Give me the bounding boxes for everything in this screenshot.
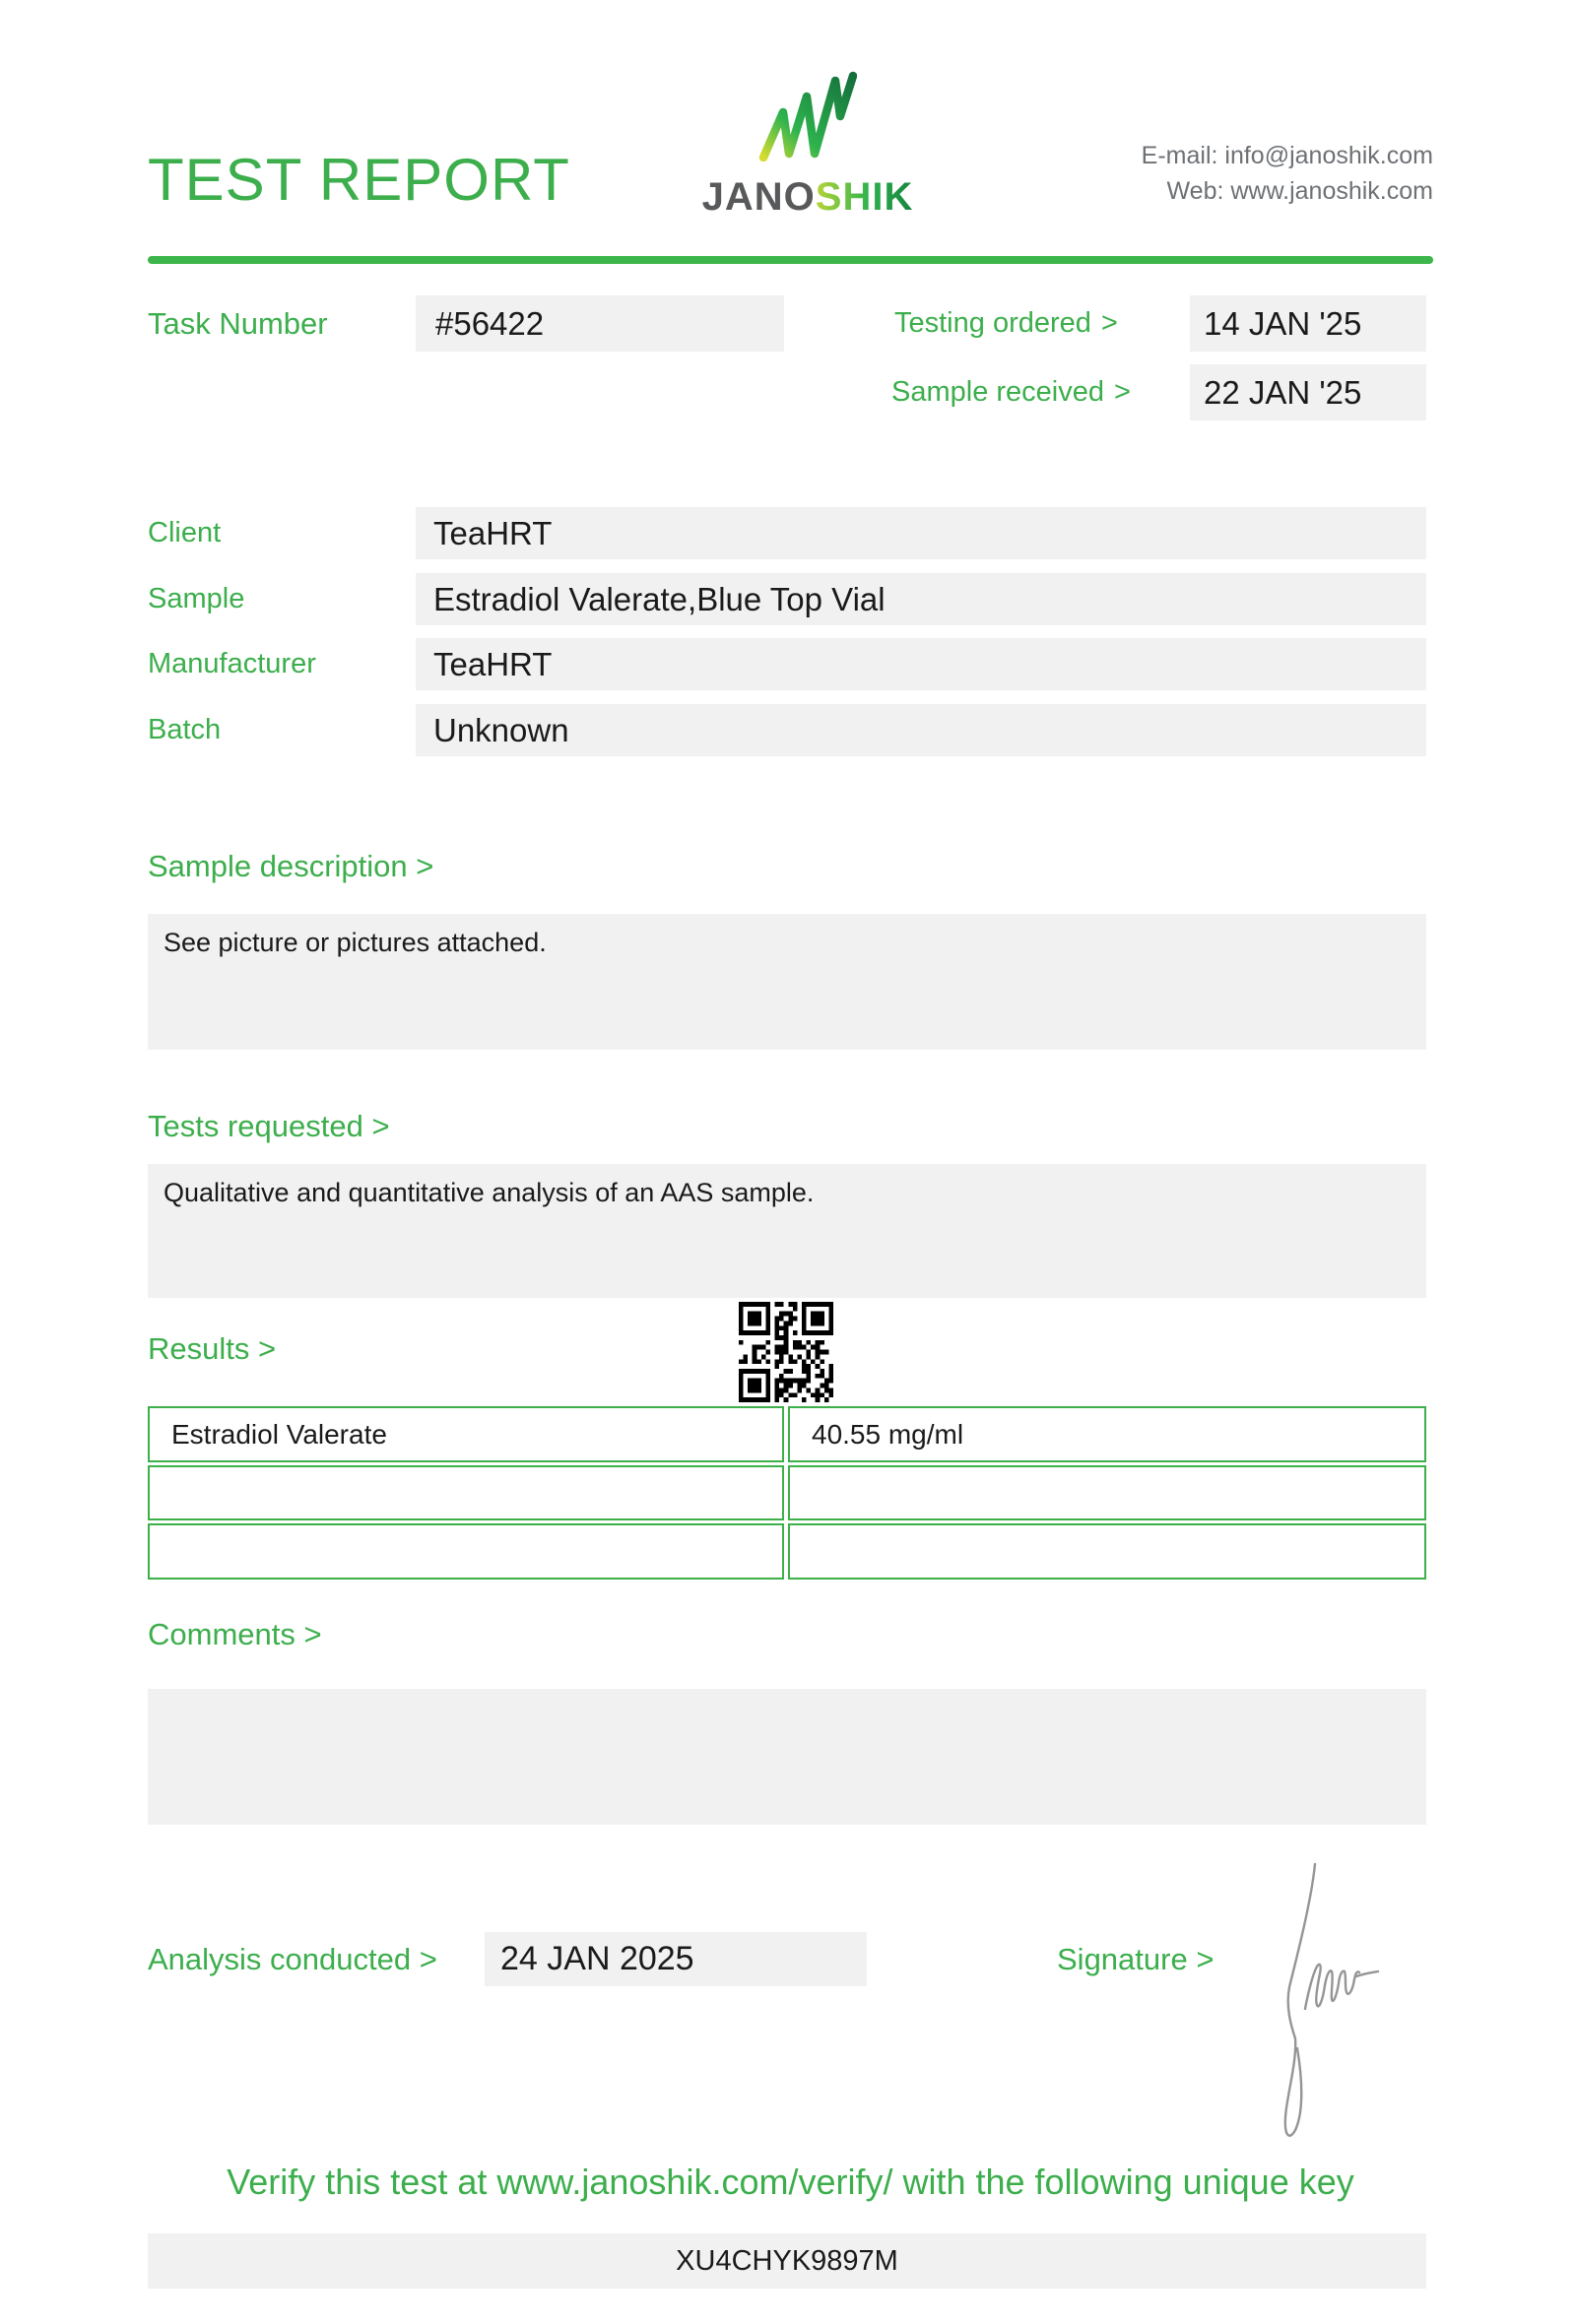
table-row [148,1523,1426,1580]
client-value: TeaHRT [416,507,1426,559]
result-analyte-cell [148,1465,784,1520]
signature-scribble [1276,1854,1492,2150]
batch-value: Unknown [416,704,1426,756]
testing-ordered-value: 14 JAN '25 [1190,295,1426,352]
verify-key-value: XU4CHYK9897M [148,2233,1426,2289]
client-label: Client [148,517,222,549]
logo-text-jano: JANO [701,175,816,219]
qr-code [739,1302,833,1402]
email-line: E-mail: info@janoshik.com [1141,142,1433,169]
sample-received-label: Sample received [891,376,1104,408]
sample-received-value: 22 JAN '25 [1190,364,1426,420]
batch-label: Batch [148,714,222,745]
testing-ordered-row [894,295,1128,352]
table-row [148,1406,1426,1462]
verify-instruction: Verify this test at www.janoshik.com/verify/ with the following unique key [227,2162,1354,2202]
manufacturer-label: Manufacturer [148,648,316,679]
analysis-date-value: 24 JAN 2025 [485,1932,867,1986]
sample-received-row [891,364,1141,420]
page-title: TEST REPORT [148,147,570,213]
comments-box [148,1689,1426,1825]
sample-label: Sample [148,583,245,614]
testing-ordered-label: Testing ordered [894,307,1091,339]
tests-requested-heading: Tests requested > [148,1109,390,1143]
task-number-label: Task Number [148,306,328,341]
chevron-right-icon: > [1114,376,1131,408]
chevron-right-icon: > [1100,307,1118,339]
analysis-conducted-label: Analysis conducted > [148,1942,437,1976]
info-row-sample [148,573,1426,625]
header-divider [148,256,1433,264]
task-number-value: #56422 [416,295,784,352]
signature-label: Signature > [1057,1942,1215,1976]
result-analyte-cell [148,1523,784,1580]
web-line: Web: www.janoshik.com [1166,177,1433,205]
result-analyte-cell: Estradiol Valerate [148,1406,784,1462]
logo-chart-icon [758,71,857,161]
janoshik-logo [690,71,926,220]
results-table [148,1406,1426,1582]
sample-description-box: See picture or pictures attached. [148,914,1426,1050]
manufacturer-value: TeaHRT [416,638,1426,690]
result-value-cell [788,1523,1426,1580]
contact-block [1142,138,1433,209]
info-row-client [148,507,1426,559]
logo-wordmark [690,175,926,220]
result-value-cell: 40.55 mg/ml [788,1406,1426,1462]
logo-text-shik: SHIK [815,175,914,219]
table-row [148,1465,1426,1520]
info-row-manufacturer [148,638,1426,690]
sample-description-heading: Sample description > [148,849,434,883]
tests-requested-box: Qualitative and quantitative analysis of an AAS sample. [148,1164,1426,1298]
sample-value: Estradiol Valerate,Blue Top Vial [416,573,1426,625]
result-value-cell [788,1465,1426,1520]
info-row-batch [148,704,1426,756]
comments-heading: Comments > [148,1617,322,1651]
results-heading: Results > [148,1331,277,1366]
